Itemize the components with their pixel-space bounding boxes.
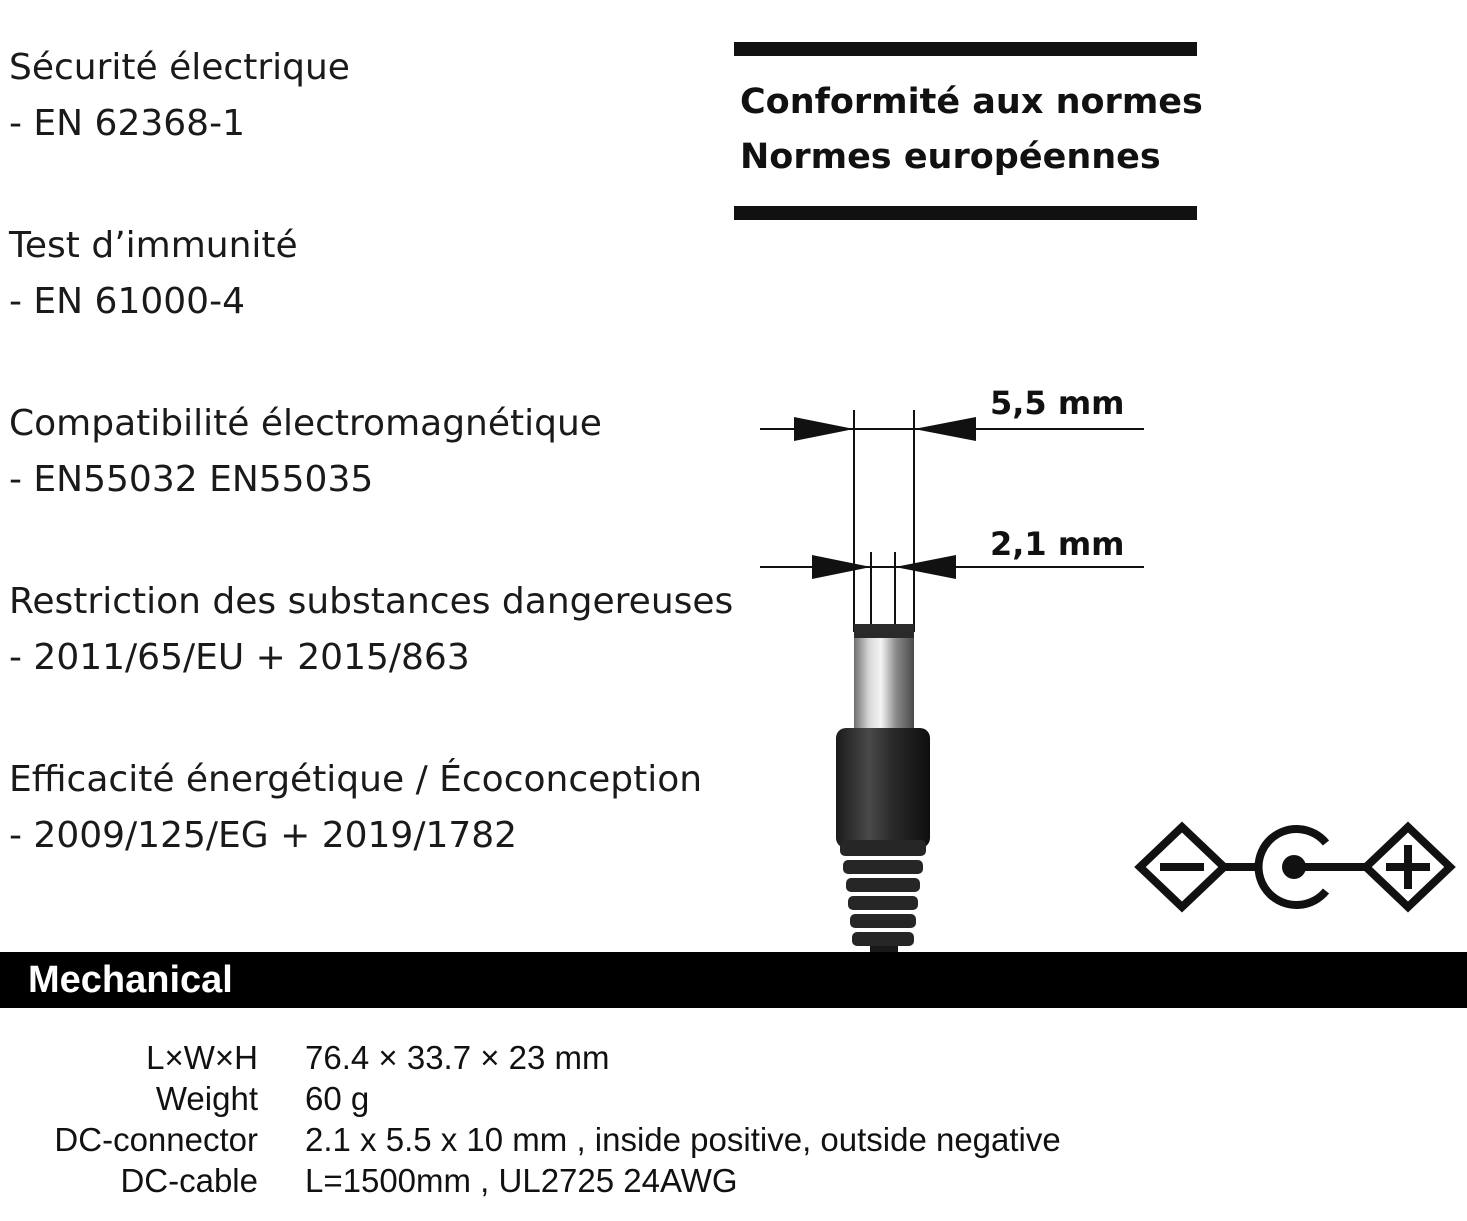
outer-diameter-dimension [760,384,1144,632]
standard-emc [9,396,729,508]
spec-value: 2.1 x 5.5 x 10 mm , inside positive, outside negative [305,1121,1061,1158]
spec-label: DC-connector [54,1121,258,1158]
spec-label: Weight [155,1080,258,1117]
standard-electrical-safety [9,40,729,152]
standard-value: - 2011/65/EU + 2015/863 [9,637,470,678]
standard-immunity-test [9,218,729,330]
conformity-box [734,42,1203,220]
standard-title: Compatibilité électromagnétique [9,403,602,444]
spec-value: L=1500mm , UL2725 24AWG [305,1162,738,1199]
conformity-top-rule [734,42,1197,56]
dc-plug-photo [836,624,930,960]
spec-value: 60 g [305,1080,370,1117]
polarity-symbol [1130,815,1460,920]
standard-value: - 2009/125/EG + 2019/1782 [9,815,518,856]
standard-value: - EN 62368-1 [9,103,245,144]
mechanical-title: Mechanical [28,959,233,1001]
mechanical-header [0,952,1467,1008]
standard-title: Sécurité électrique [9,47,350,88]
conformity-bottom-rule [734,206,1197,220]
spec-label: DC-cable [120,1162,258,1199]
spec-value: 76.4 × 33.7 × 23 mm [305,1039,610,1076]
dc-plug-diagram [740,370,1160,960]
inner-diameter-label: 2,1 mm [990,525,1125,563]
standard-ecodesign [9,752,729,864]
conformity-subheading: Normes européennes [740,137,1161,177]
outer-diameter-label: 5,5 mm [990,384,1125,422]
standard-title: Test d’immunité [9,225,298,266]
standard-rohs [9,574,734,686]
conformity-heading: Conformité aux normes [740,82,1203,122]
standard-value: - EN 61000-4 [9,281,245,322]
inner-diameter-dimension [760,525,1144,632]
standard-value: - EN55032 EN55035 [9,459,374,500]
spec-label: L×W×H [146,1039,258,1076]
standard-title: Restriction des substances dangereuses [9,581,734,622]
standard-title: Efficacité énergétique / Écoconception [9,759,703,800]
